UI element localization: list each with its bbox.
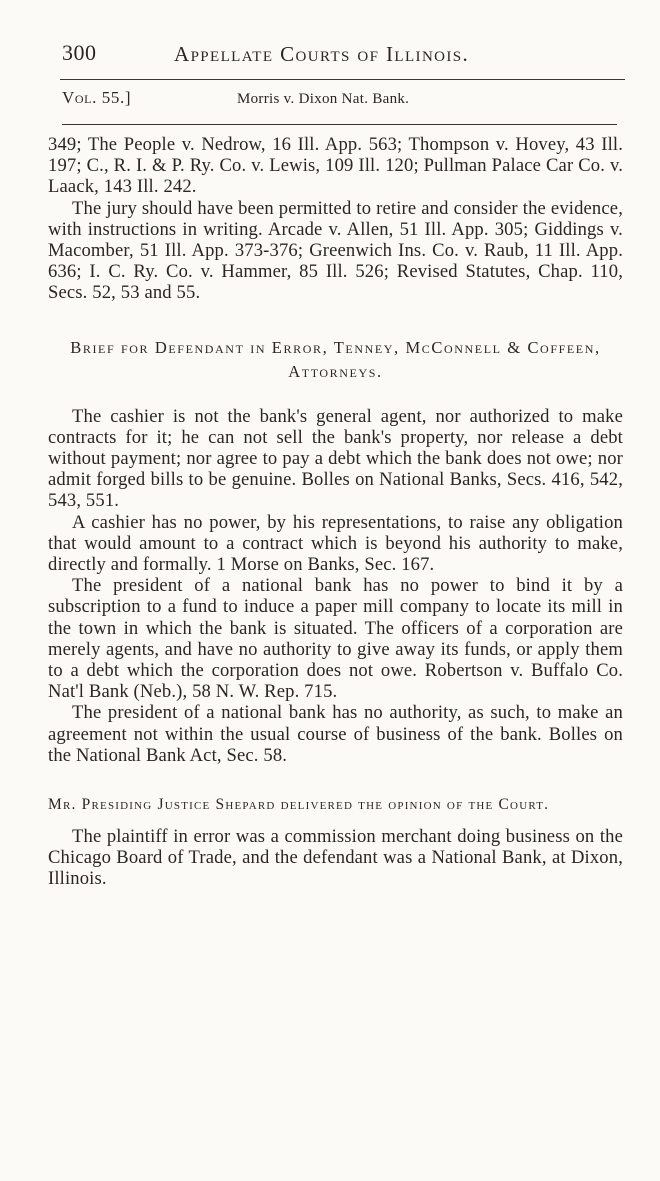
opinion-intro: Mr. Presiding Justice Shepard delivered the opinion of the Court. — [48, 796, 550, 814]
paragraph-president-agreement: The president of a national bank has no authority, as such, to make an agreement not within the usual course of business of the bank. Bolles on the National Bank Act, Sec. 58. — [48, 702, 623, 766]
paragraph-president-subscription: The president of a national bank has no power to bind it by a subscription to a fund to induce a paper mill company to locate its mill in the town in which the bank is situated. The officers of a corporation are merely agents, and have no authority to give away its funds, or apply them to a debt which the corporation does not owe. Robertson v. Buffalo Co. Nat'l Bank (Neb.), 58 N. W. Rep. 715. — [48, 575, 623, 703]
case-title: Morris v. Dixon Nat. Bank. — [237, 91, 410, 107]
paragraph-citations-continued: 349; The People v. Nedrow, 16 Ill. App. 563; Thompson v. Hovey, 43 Ill. 197; C., R. I. & P. Ry. Co. v. Lewis, 109 Ill. 120; Pullman Palace Car Co. v. Laack, 143 Ill. 242. — [48, 134, 623, 198]
header-rule-top — [60, 79, 625, 80]
running-head — [62, 40, 620, 74]
volume-label: Vol. 55.] — [62, 88, 132, 107]
paragraph-cashier-representations: A cashier has no power, by his representations, to raise any obligation that would amount to a contract which is beyond his authority to make, directly and formally. 1 Morse on Banks, Sec. 167. — [48, 511, 623, 576]
body-text — [48, 134, 623, 890]
brief-heading: Brief for Defendant in Error, Tenney, McConnell & Coffeen, Attorneys. — [70, 337, 601, 381]
paragraph-jury-instructions: The jury should have been permitted to retire and consider the evidence, with instructions in writing. Arcade v. Allen, 51 Ill. App. 305; Giddings v. Macomber, 51 Ill. App. 373-376; Greenwich Ins. Co. v. Raub, 11 Ill. App. 636; I. C. Ry. Co. v. Hammer, 85 Ill. 526; Revised Statutes, Chap. 110, Secs. 52, 53 and 55. — [48, 197, 623, 304]
running-title: Appellate Courts of Illinois. — [174, 42, 470, 66]
paragraph-cashier-authority: The cashier is not the bank's general agent, nor authorized to make contracts for it; he can not sell the bank's property, nor release a debt without payment; nor agree to pay a debt which the bank does not owe; nor admit forged bills to be genuine. Bolles on National Banks, Secs. 416, 542, 543, 551. — [48, 405, 623, 512]
volume-line — [62, 88, 620, 116]
paragraph-opinion-facts: The plaintiff in error was a commission merchant doing business on the Chicago Board of Trade, and the defendant was a National Bank, at Dixon, Illinois. — [48, 826, 623, 890]
header-rule-bottom — [62, 124, 617, 125]
page-number: 300 — [62, 40, 97, 65]
